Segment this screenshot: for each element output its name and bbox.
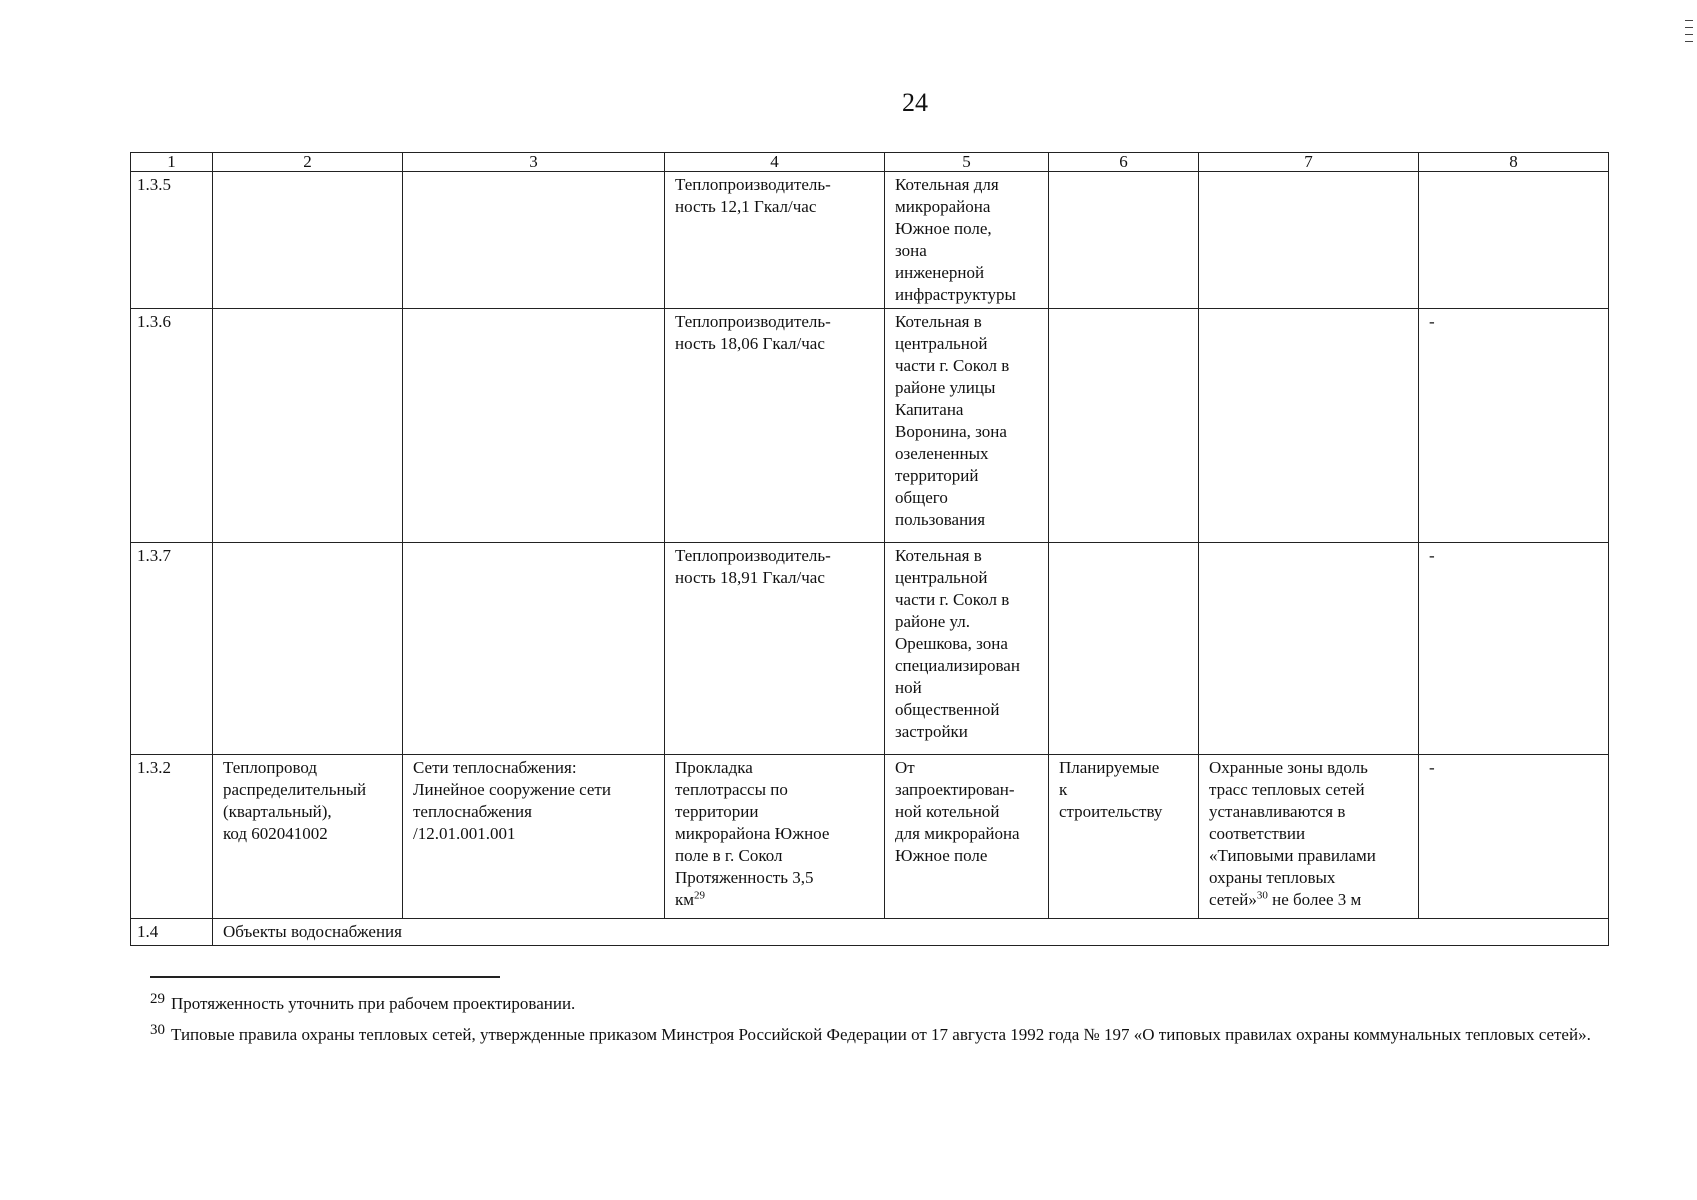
location-cell: От запроектирован- ной котельной для микрорайона Южное поле bbox=[885, 755, 1049, 919]
section-label: Объекты водоснабжения bbox=[213, 919, 1609, 946]
footnote-ref-29: 29 bbox=[694, 889, 706, 902]
object-type-cell bbox=[403, 543, 665, 755]
footnote-separator bbox=[150, 976, 500, 978]
header-cell: 2 bbox=[213, 153, 403, 172]
object-name-cell bbox=[213, 543, 403, 755]
header-cell: 5 bbox=[885, 153, 1049, 172]
object-type-cell bbox=[403, 309, 665, 543]
object-name-cell bbox=[213, 309, 403, 543]
object-name-cell: Теплопровод распределительный (квартальный), код 602041002 bbox=[213, 755, 403, 919]
zone-cell bbox=[1199, 543, 1419, 755]
footnote-text: Типовые правила охраны тепловых сетей, утвержденные приказом Минстроя Российской Федерации от 17 августа 1992 года № 197 «О типовых правилах охраны коммунальных тепловых сетей». bbox=[171, 1025, 1591, 1044]
characteristics-text: Прокладка теплотрассы по территории микрорайона Южное поле в г. Сокол Протяженность 3,5 км bbox=[675, 758, 830, 909]
page-number: 24 bbox=[902, 88, 928, 117]
row-number: 1.3.5 bbox=[131, 172, 213, 309]
status-cell bbox=[1049, 172, 1199, 309]
table-row bbox=[131, 543, 1609, 755]
characteristics-cell bbox=[665, 755, 885, 919]
table-header-row bbox=[131, 153, 1609, 172]
footnote-text: Протяженность уточнить при рабочем проектировании. bbox=[171, 994, 576, 1013]
object-type-cell bbox=[403, 172, 665, 309]
table-row bbox=[131, 309, 1609, 543]
zone-cell bbox=[1199, 172, 1419, 309]
location-cell: Котельная для микрорайона Южное поле, зона инженерной инфраструктуры bbox=[885, 172, 1049, 309]
zone-text: Охранные зоны вдоль трасс тепловых сетей устанавливаются в соответствии «Типовыми правилами охраны тепловых сетей» bbox=[1209, 758, 1376, 909]
characteristics-cell: Теплопроизводитель- ность 18,06 Гкал/час bbox=[665, 309, 885, 543]
zone-cell bbox=[1199, 755, 1419, 919]
characteristics-cell: Теплопроизводитель- ность 12,1 Гкал/час bbox=[665, 172, 885, 309]
edge-marks bbox=[1685, 20, 1693, 48]
row-number: 1.4 bbox=[131, 919, 213, 946]
section-row bbox=[131, 919, 1609, 946]
footnote-ref-30: 30 bbox=[1256, 889, 1268, 902]
zone-cell bbox=[1199, 309, 1419, 543]
table-row bbox=[131, 755, 1609, 919]
header-cell: 6 bbox=[1049, 153, 1199, 172]
header-cell: 3 bbox=[403, 153, 665, 172]
footnotes bbox=[150, 988, 1628, 1050]
status-cell: Планируемые к строительству bbox=[1049, 755, 1199, 919]
header-cell: 7 bbox=[1199, 153, 1419, 172]
footnote-30 bbox=[150, 1019, 1628, 1046]
location-cell: Котельная в центральной части г. Сокол в районе улицы Капитана Воронина, зона озелененных территорий общего пользования bbox=[885, 309, 1049, 543]
extra-cell: - bbox=[1419, 543, 1609, 755]
document-table bbox=[130, 152, 1609, 946]
row-number: 1.3.6 bbox=[131, 309, 213, 543]
row-number: 1.3.2 bbox=[131, 755, 213, 919]
location-cell: Котельная в центральной части г. Сокол в районе ул. Орешкова, зона специализирован ной общественной застройки bbox=[885, 543, 1049, 755]
status-cell bbox=[1049, 543, 1199, 755]
row-number: 1.3.7 bbox=[131, 543, 213, 755]
characteristics-cell: Теплопроизводитель- ность 18,91 Гкал/час bbox=[665, 543, 885, 755]
footnote-mark: 29 bbox=[150, 991, 165, 1007]
footnote-29 bbox=[150, 988, 1628, 1015]
header-cell: 8 bbox=[1419, 153, 1609, 172]
object-type-cell: Сети теплоснабжения: Линейное сооружение сети теплоснабжения /12.01.001.001 bbox=[403, 755, 665, 919]
extra-cell: - bbox=[1419, 755, 1609, 919]
table-row bbox=[131, 172, 1609, 309]
status-cell bbox=[1049, 309, 1199, 543]
extra-cell: - bbox=[1419, 309, 1609, 543]
extra-cell bbox=[1419, 172, 1609, 309]
object-name-cell bbox=[213, 172, 403, 309]
footnote-mark: 30 bbox=[150, 1022, 165, 1038]
header-cell: 4 bbox=[665, 153, 885, 172]
zone-text-tail: не более 3 м bbox=[1267, 890, 1362, 909]
header-cell: 1 bbox=[131, 153, 213, 172]
